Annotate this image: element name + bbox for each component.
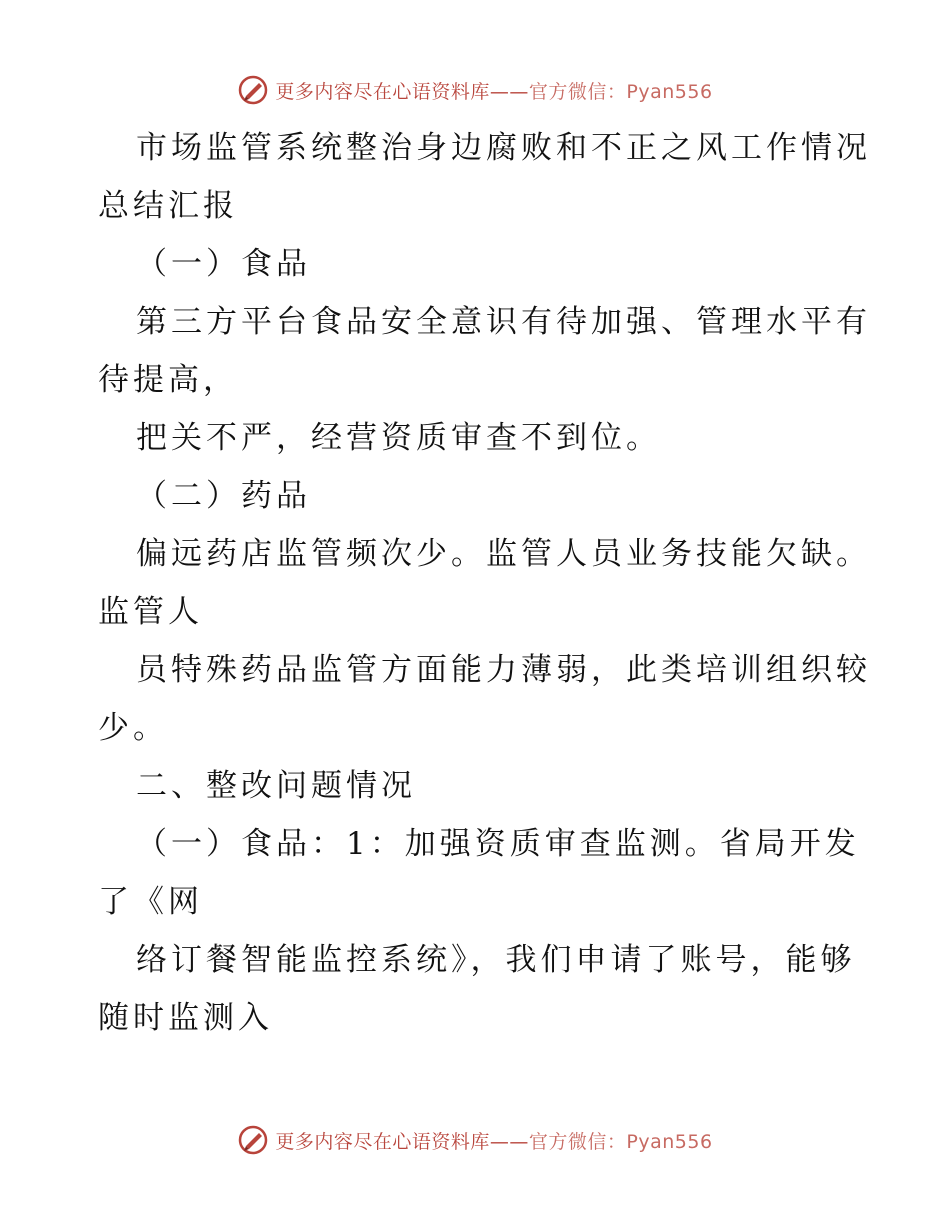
paragraph-line: （一）食品：1：加强资质审查监测。省局开发 [136,826,860,862]
paragraph-line: 络订餐智能监控系统》，我们申请了账号，能够 [136,942,856,978]
pen-logo-icon [237,1124,269,1156]
title-line-2: 总结汇报 [98,188,238,224]
paragraph-line: 偏远药店监管频次少。监管人员业务技能欠缺。 [136,536,871,572]
header-wechat-id: 官方微信：Pyan556 [528,80,713,103]
pen-logo-icon [237,74,269,106]
section-heading-food: （一）食品 [136,246,311,282]
paragraph-line: 监管人 [98,594,203,630]
section-heading-rectification: 二、整改问题情况 [136,768,416,804]
footer-wechat-id: 官方微信：Pyan556 [528,1130,713,1153]
paragraph-line: 少。 [98,710,168,746]
header-watermark-banner [0,70,950,110]
paragraph-line: 把关不严，经营资质审查不到位。 [136,420,661,456]
paragraph-line: 第三方平台食品安全意识有待加强、管理水平有 [136,304,871,340]
paragraph-line: 了《网 [98,884,203,920]
footer-watermark-banner [0,1120,950,1160]
paragraph-line: 随时监测入 [98,1000,273,1036]
title-line-1: 市场监管系统整治身边腐败和不正之风工作情况 [136,130,871,166]
paragraph-line: 待提高， [98,362,238,398]
section-heading-drugs: （二）药品 [136,478,311,514]
paragraph-line: 员特殊药品监管方面能力薄弱，此类培训组织较 [136,652,871,688]
header-banner-text: 更多内容尽在心语资料库—— [275,80,529,103]
footer-banner-text: 更多内容尽在心语资料库—— [275,1130,529,1153]
